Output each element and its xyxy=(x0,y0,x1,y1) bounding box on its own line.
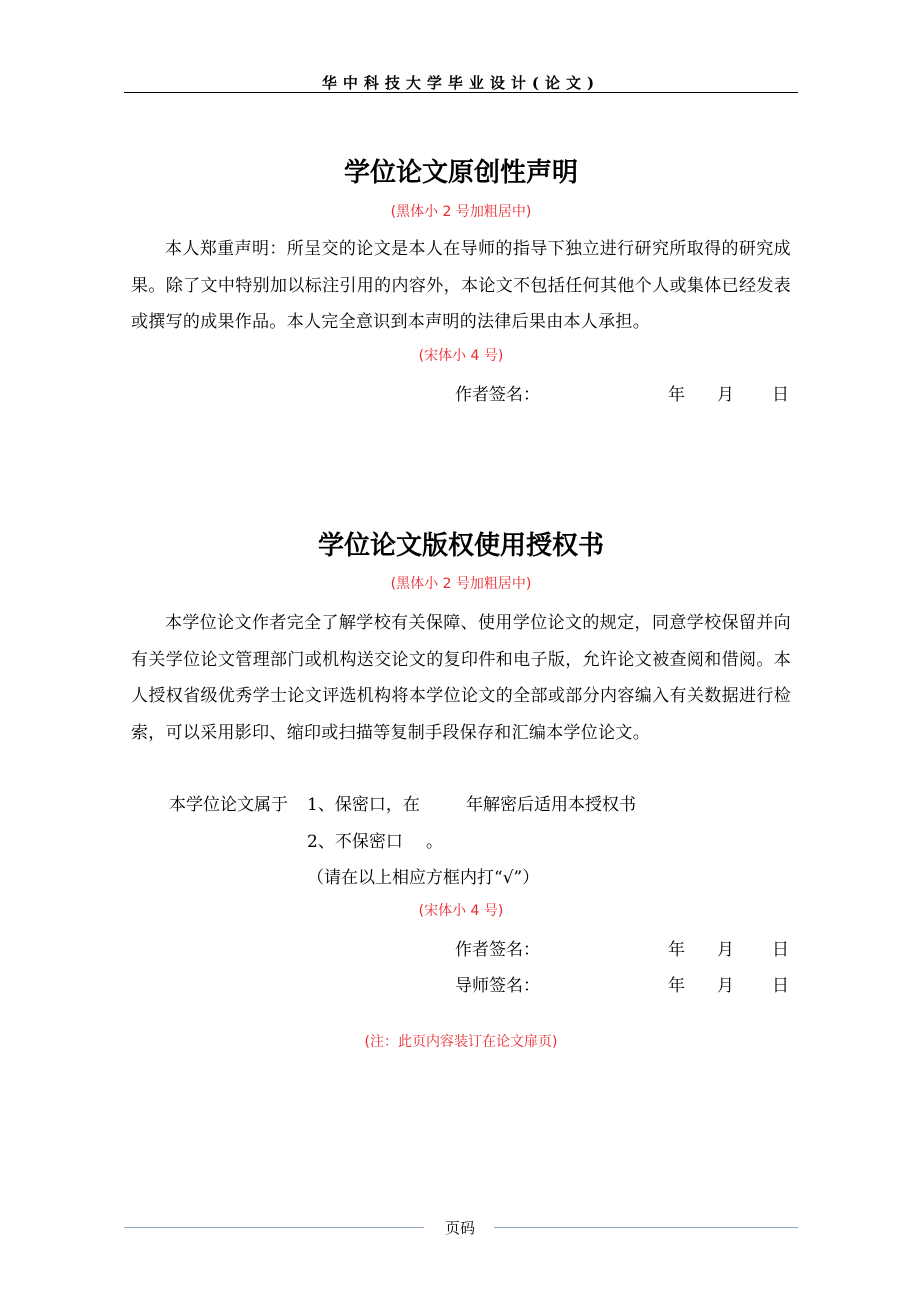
declaration-body-note: (宋体小 4 号) xyxy=(418,348,504,364)
option-confidential-suffix: 年解密后适用本授权书 xyxy=(466,795,636,815)
authorization-body: 本学位论文作者完全了解学校有关保障、使用学位论文的规定，同意学校保留并向有关学位论文管理部门或机构送交论文的复印件和电子版，允许论文被查阅和借阅。本人授权省级优秀学士论文评选机构将本学位论文的全部或部分内容编入有关数据进行检索，可以采用影印、缩印或扫描等复制手段保存和汇编本学位论文。 xyxy=(131,613,791,743)
binding-note: (注：此页内容装订在论文扉页) xyxy=(364,1034,558,1050)
declaration-month-label: 月 xyxy=(717,385,734,405)
advisor-year-label: 年 xyxy=(668,976,685,996)
advisor-signature-label: 导师签名： xyxy=(455,976,540,996)
checkbox-instruction: （请在以上相应方框内打“√”） xyxy=(307,868,540,888)
authorization-author-month-label: 月 xyxy=(717,940,734,960)
authorization-belongs-label: 本学位论文属于 xyxy=(169,795,288,815)
footer-divider-left xyxy=(124,1227,424,1228)
header-divider xyxy=(124,92,798,93)
authorization-body-note: (宋体小 4 号) xyxy=(418,903,504,919)
option-non-confidential: 2、不保密口 xyxy=(307,832,403,852)
authorization-title-note: (黑体小 2 号加粗居中) xyxy=(390,576,532,592)
page-header-title: 华中科技大学毕业设计(论文) xyxy=(321,74,601,92)
advisor-month-label: 月 xyxy=(717,976,734,996)
option-non-confidential-suffix: 。 xyxy=(426,832,443,852)
footer-divider-right xyxy=(494,1227,798,1228)
advisor-day-label: 日 xyxy=(772,976,789,996)
authorization-author-year-label: 年 xyxy=(668,940,685,960)
declaration-title-note: (黑体小 2 号加粗居中) xyxy=(390,204,532,220)
declaration-body: 本人郑重声明：所呈交的论文是本人在导师的指导下独立进行研究所取得的研究成果。除了文中特别加以标注引用的内容外，本论文不包括任何其他个人或集体已经发表或撰写的成果作品。本人完全意识到本声明的法律后果由本人承担。 xyxy=(131,239,791,332)
authorization-author-signature-label: 作者签名： xyxy=(455,940,540,960)
declaration-author-signature-label: 作者签名： xyxy=(455,385,540,405)
declaration-day-label: 日 xyxy=(772,385,789,405)
authorization-author-day-label: 日 xyxy=(772,940,789,960)
declaration-title: 学位论文原创性声明 xyxy=(343,158,578,188)
declaration-year-label: 年 xyxy=(668,385,685,405)
page-number-label: 页码 xyxy=(444,1219,475,1237)
option-confidential: 1、保密口，在 xyxy=(307,795,420,815)
authorization-title: 学位论文版权使用授权书 xyxy=(317,531,604,561)
